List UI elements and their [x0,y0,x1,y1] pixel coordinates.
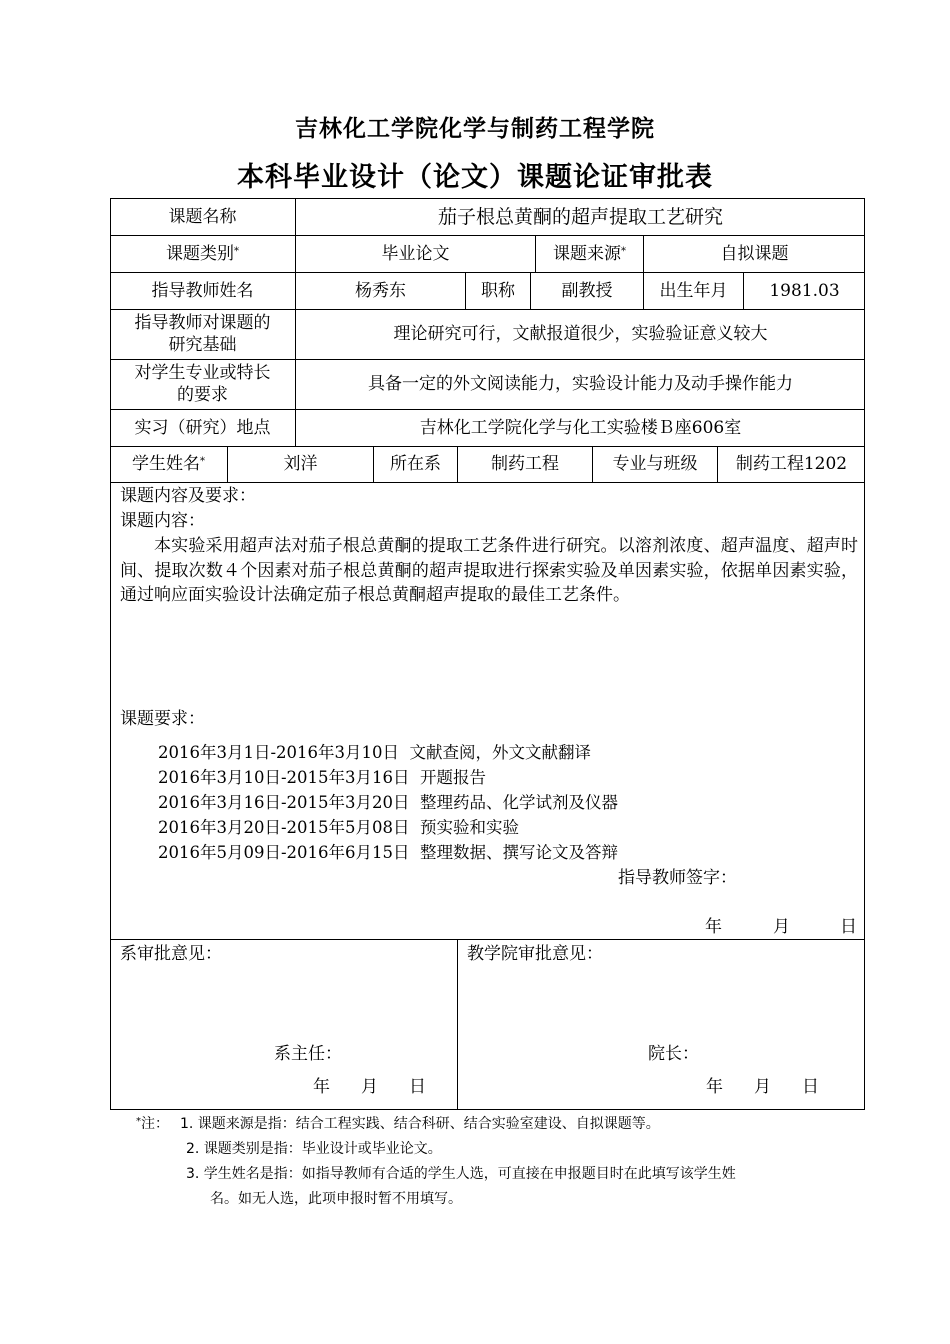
date-year: 年 [705,917,722,937]
research-basis-value: 理论研究可行，文献报道很少，实验验证意义较大 [393,324,768,344]
major-class-value: 制药工程1202 [735,454,848,474]
student-requirement-value: 具备一定的外文阅读能力，实验设计能力及动手操作能力 [368,374,793,394]
research-basis-label: 指导教师对课题的 研究基础 [134,313,271,355]
requirements-heading: 课题要求： [120,709,205,729]
date-month: 月 [361,1077,378,1097]
advisor-value: 杨秀东 [355,280,406,301]
advisor-label: 指导教师姓名 [151,280,254,301]
row-divider [110,939,865,940]
topic-source-label: 课题来源 * [536,235,643,272]
topic-source-value: 自拟课题 [720,243,789,264]
required-mark: * [200,456,205,467]
content-paragraph: 本实验采用超声法对茄子根总黄酮的提取工艺条件进行研究。以溶剂浓度、超声温度、超声时间、提取次数４个因素对茄子根总黄酮的超声提取进行探索实验及单因素实验，依据单因素实验，通过响应面实验设计法确定茄子根总黄酮超声提取的最佳工艺条件。 [120,536,858,605]
date-year: 年 [706,1077,723,1097]
student-requirement-label: 对学生专业或特长 的要求 [134,363,271,405]
department-label: 所在系 [390,454,441,474]
student-name-label: 学生姓名 * [110,446,227,482]
date-day: 日 [802,1077,819,1097]
date-day: 日 [840,917,857,937]
schedule-item: 2016年3月1日-2016年3月10日 文献查阅，外文文献翻译 [158,743,592,762]
date-month: 月 [773,917,790,937]
schedule-item: 2016年3月10日-2015年3月16日 开题报告 [158,768,487,787]
birth-label: 出生年月 [659,280,728,301]
major-class-label: 专业与班级 [612,454,698,474]
col-divider [457,939,458,1110]
note-item: 3. 学生姓名是指：如指导教师有合适的学生人选，可直接在申报题目时在此填写该学生姓 [186,1166,736,1182]
date-year: 年 [313,1077,330,1097]
note-item: 2. 课题类别是指：毕业设计或毕业论文。 [186,1141,442,1157]
birth-value: 1981.03 [769,280,840,301]
topic-name-value: 茄子根总黄酮的超声提取工艺研究 [437,205,723,228]
location-value: 吉林化工学院化学与化工实验楼Ｂ座606室 [419,417,742,438]
schedule-item: 2016年5月09日-2016年6月15日 整理数据、撰写论文及答辩 [158,843,619,862]
topic-type-value: 毕业论文 [381,243,450,264]
location-label: 实习（研究）地点 [134,417,271,438]
schedule-item: 2016年3月20日-2015年5月08日 预实验和实验 [158,818,520,837]
job-title-value: 副教授 [561,280,613,301]
department-value: 制药工程 [491,454,559,474]
content-heading: 课题内容： [120,511,205,531]
schedule-item: 2016年3月16日-2015年3月20日 整理药品、化学试剂及仪器 [158,793,619,812]
topic-type-label: 课题类别 * [110,235,295,272]
topic-name-label: 课题名称 [168,206,237,227]
required-mark: * [621,245,626,257]
date-month: 月 [754,1077,771,1097]
form-title: 本科毕业设计（论文）课题论证审批表 [237,162,713,193]
advisor-signature-label: 指导教师签字： [618,868,737,888]
note-item: 1. 课题来源是指：结合工程实践、结合科研、结合实验室建设、自拟课题等。 [180,1116,660,1132]
job-title-label: 职称 [481,280,515,301]
institution-title: 吉林化工学院化学与制药工程学院 [295,116,655,142]
student-name-value: 刘洋 [283,454,318,474]
dean-label: 院长： [648,1044,699,1064]
department-opinion-label: 系审批意见： [120,944,222,964]
note-item-continued: 名。如无人选，此项申报时暂不用填写。 [210,1191,462,1207]
department-head-label: 系主任： [274,1044,342,1064]
required-mark: * [234,245,239,257]
row-divider [110,482,865,483]
school-opinion-label: 教学院审批意见： [467,944,603,964]
content-section-heading: 课题内容及要求： [120,486,256,506]
date-day: 日 [409,1077,426,1097]
notes-prefix: *注： [136,1116,169,1132]
